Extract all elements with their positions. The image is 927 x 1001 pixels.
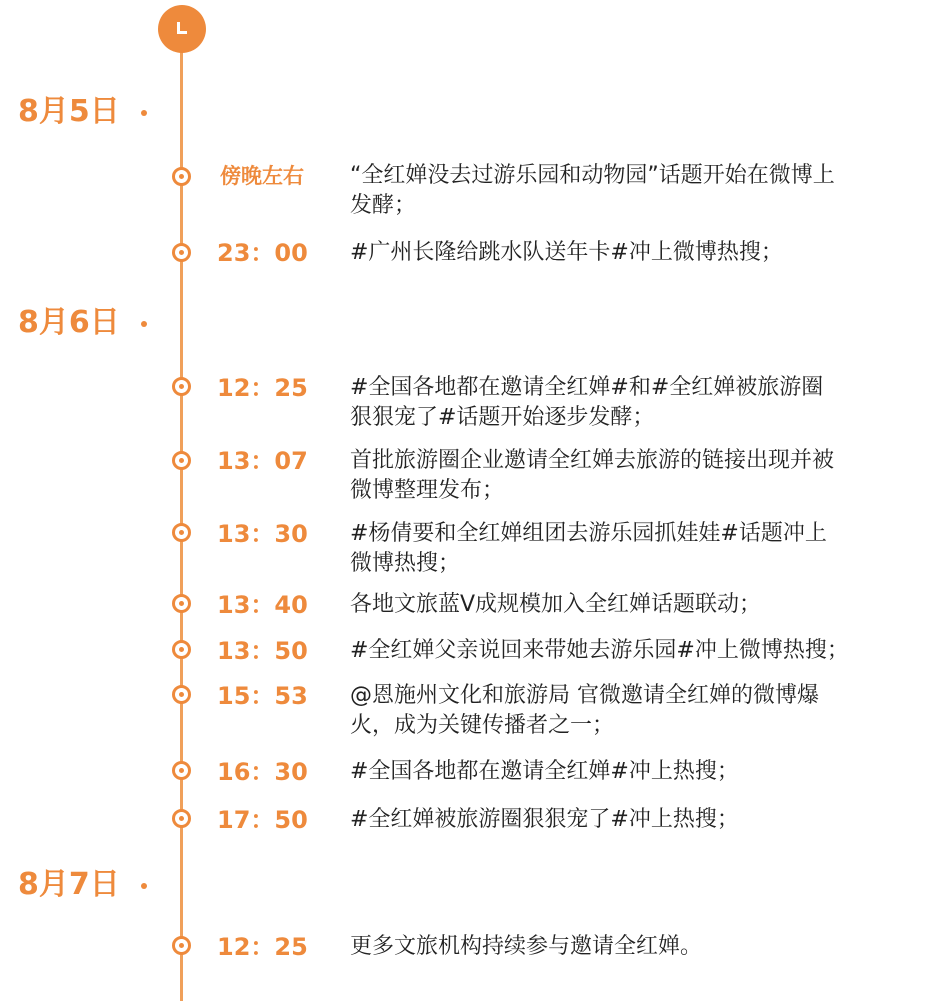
timeline-node bbox=[172, 523, 191, 542]
event-time: 15：53 bbox=[217, 682, 308, 710]
timeline-node bbox=[172, 809, 191, 828]
event-text: 更多文旅机构持续参与邀请全红婵。 bbox=[350, 934, 703, 959]
event-text: #杨倩要和全红婵组团去游乐园抓娃娃#话题冲上微博热搜； bbox=[350, 521, 827, 576]
timeline-node bbox=[172, 451, 191, 470]
event-text: #全国各地都在邀请全红婵#和#全红婵被旅游圈狠狠宠了#话题开始逐步发酵； bbox=[350, 375, 824, 430]
event-time: 13：07 bbox=[217, 447, 308, 475]
timeline-node bbox=[172, 640, 191, 659]
event-text: 首批旅游圈企业邀请全红婵去旅游的链接出现并被微博整理发布； bbox=[350, 448, 835, 503]
event-time: 23：00 bbox=[217, 239, 308, 267]
timeline-node bbox=[172, 761, 191, 780]
timeline-node bbox=[172, 243, 191, 262]
event-time: 13：50 bbox=[217, 637, 308, 665]
timeline-node bbox=[172, 936, 191, 955]
date-label-aug7: 8月7日 bbox=[18, 867, 120, 902]
event-text: “全红婵没去过游乐园和动物园”话题开始在微博上发酵； bbox=[350, 163, 835, 218]
event-time: 12：25 bbox=[217, 933, 308, 961]
event-time: 17：50 bbox=[217, 806, 308, 834]
timeline-node bbox=[172, 377, 191, 396]
event-time: 12：25 bbox=[217, 374, 308, 402]
event-time: 13：40 bbox=[217, 591, 308, 619]
event-text: 各地文旅蓝V成规模加入全红婵话题联动； bbox=[350, 592, 762, 617]
date-dot-aug6 bbox=[141, 321, 147, 327]
event-text: @恩施州文化和旅游局 官微邀请全红婵的微博爆火，成为关键传播者之一； bbox=[350, 683, 819, 738]
timeline-node bbox=[172, 167, 191, 186]
clock-l-icon bbox=[177, 22, 187, 34]
date-label-aug5: 8月5日 bbox=[18, 94, 120, 129]
event-text: #广州长隆给跳水队送年卡#冲上微博热搜； bbox=[350, 240, 783, 265]
event-time: 16：30 bbox=[217, 758, 308, 786]
event-text: #全国各地都在邀请全红婵#冲上热搜； bbox=[350, 759, 739, 784]
event-text: #全红婵父亲说回来带她去游乐园#冲上微博热搜； bbox=[350, 638, 849, 663]
event-text: #全红婵被旅游圈狠狠宠了#冲上热搜； bbox=[350, 807, 739, 832]
event-time: 13：30 bbox=[217, 520, 308, 548]
date-dot-aug7 bbox=[141, 883, 147, 889]
date-label-aug6: 8月6日 bbox=[18, 305, 120, 340]
event-time: 傍晚左右 bbox=[220, 164, 304, 188]
timeline-node bbox=[172, 685, 191, 704]
date-dot-aug5 bbox=[141, 110, 147, 116]
timeline-node bbox=[172, 594, 191, 613]
timeline-start-badge bbox=[158, 5, 206, 53]
